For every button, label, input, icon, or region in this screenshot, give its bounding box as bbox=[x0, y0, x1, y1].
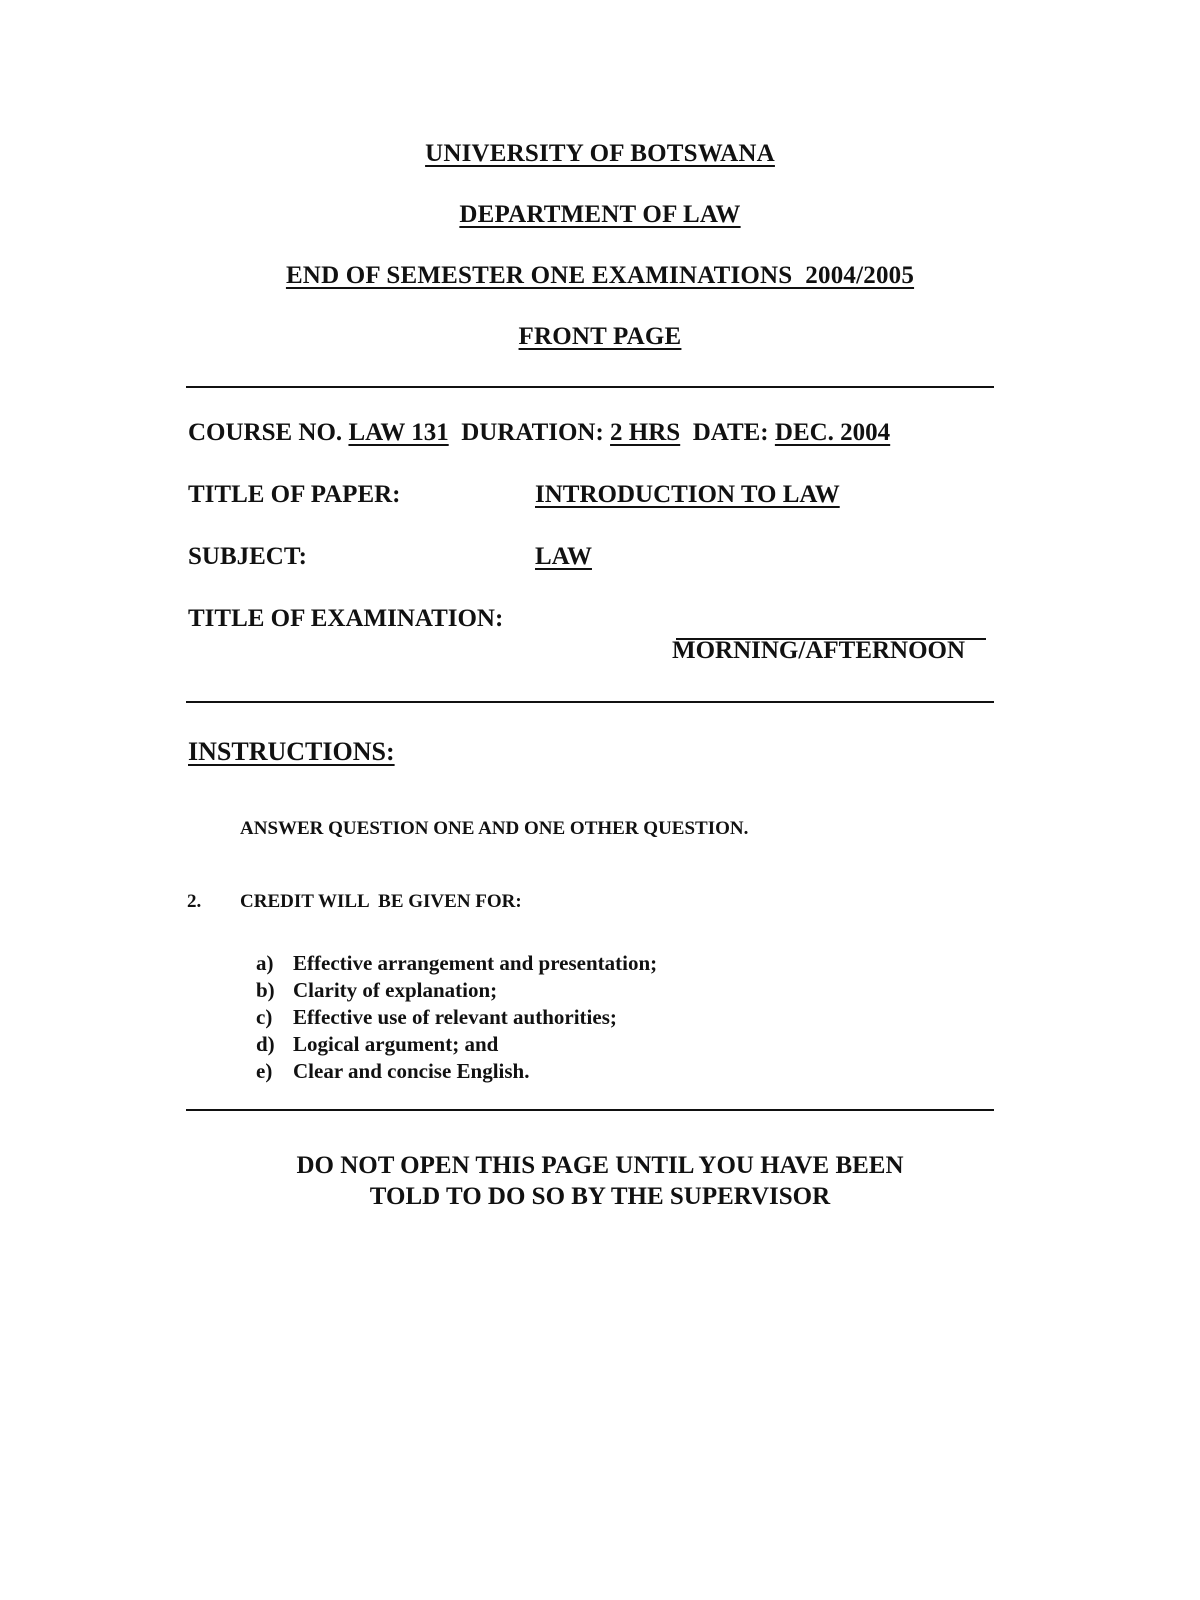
course-value: LAW 131 bbox=[348, 419, 449, 446]
date-label: DATE: bbox=[692, 419, 769, 446]
list-item bbox=[256, 950, 657, 977]
course-details-row bbox=[188, 419, 890, 447]
duration-value: 2 HRS bbox=[610, 419, 681, 446]
page-title-heading bbox=[0, 323, 1200, 351]
date-value: DEC. 2004 bbox=[774, 419, 891, 446]
university-heading bbox=[0, 140, 1200, 168]
list-item-marker: a) bbox=[256, 951, 274, 975]
university-name: UNIVERSITY OF BOTSWANA bbox=[425, 140, 775, 167]
list-item-marker: c) bbox=[256, 1005, 273, 1029]
bottom-divider bbox=[186, 1109, 994, 1111]
list-item-text: Logical argument; and bbox=[293, 1032, 499, 1056]
department-heading bbox=[0, 201, 1200, 229]
subject-value: LAW bbox=[535, 543, 592, 570]
session-value: MORNING/AFTERNOON bbox=[672, 637, 966, 664]
list-item-marker: d) bbox=[256, 1032, 275, 1056]
warning-line-2: TOLD TO DO SO BY THE SUPERVISOR bbox=[369, 1183, 831, 1210]
answer-instruction: ANSWER QUESTION ONE AND ONE OTHER QUESTION. bbox=[240, 818, 749, 839]
list-item bbox=[256, 1031, 657, 1058]
exam-title-label: TITLE OF EXAMINATION: bbox=[188, 605, 504, 632]
course-label: COURSE NO. bbox=[188, 419, 343, 446]
page-title: FRONT PAGE bbox=[518, 323, 682, 350]
supervisor-warning bbox=[0, 1150, 1200, 1212]
warning-line-1: DO NOT OPEN THIS PAGE UNTIL YOU HAVE BEEN bbox=[296, 1152, 904, 1179]
exam-session-heading bbox=[0, 262, 1200, 290]
duration-label: DURATION: bbox=[461, 419, 604, 446]
credit-number: 2. bbox=[187, 891, 202, 912]
list-item-text: Clear and concise English. bbox=[293, 1059, 530, 1083]
paper-title-label: TITLE OF PAPER: bbox=[188, 481, 401, 508]
list-item-text: Effective arrangement and presentation; bbox=[293, 951, 658, 975]
list-item bbox=[256, 1004, 657, 1031]
top-divider bbox=[186, 386, 994, 388]
subject-label: SUBJECT: bbox=[188, 543, 308, 570]
credit-criteria-list bbox=[256, 950, 657, 1085]
paper-title-value: INTRODUCTION TO LAW bbox=[535, 481, 840, 508]
list-item bbox=[256, 1058, 657, 1085]
list-item-text: Effective use of relevant authorities; bbox=[293, 1005, 617, 1029]
list-item bbox=[256, 977, 657, 1004]
exam-session: END OF SEMESTER ONE EXAMINATIONS 2004/2005 bbox=[285, 262, 915, 289]
department-name: DEPARTMENT OF LAW bbox=[459, 201, 741, 228]
list-item-marker: e) bbox=[256, 1059, 273, 1083]
instructions-title: INSTRUCTIONS: bbox=[188, 737, 395, 766]
list-item-marker: b) bbox=[256, 978, 275, 1002]
credit-heading: CREDIT WILL BE GIVEN FOR: bbox=[240, 891, 522, 912]
list-item-text: Clarity of explanation; bbox=[293, 978, 498, 1002]
middle-divider bbox=[186, 701, 994, 703]
